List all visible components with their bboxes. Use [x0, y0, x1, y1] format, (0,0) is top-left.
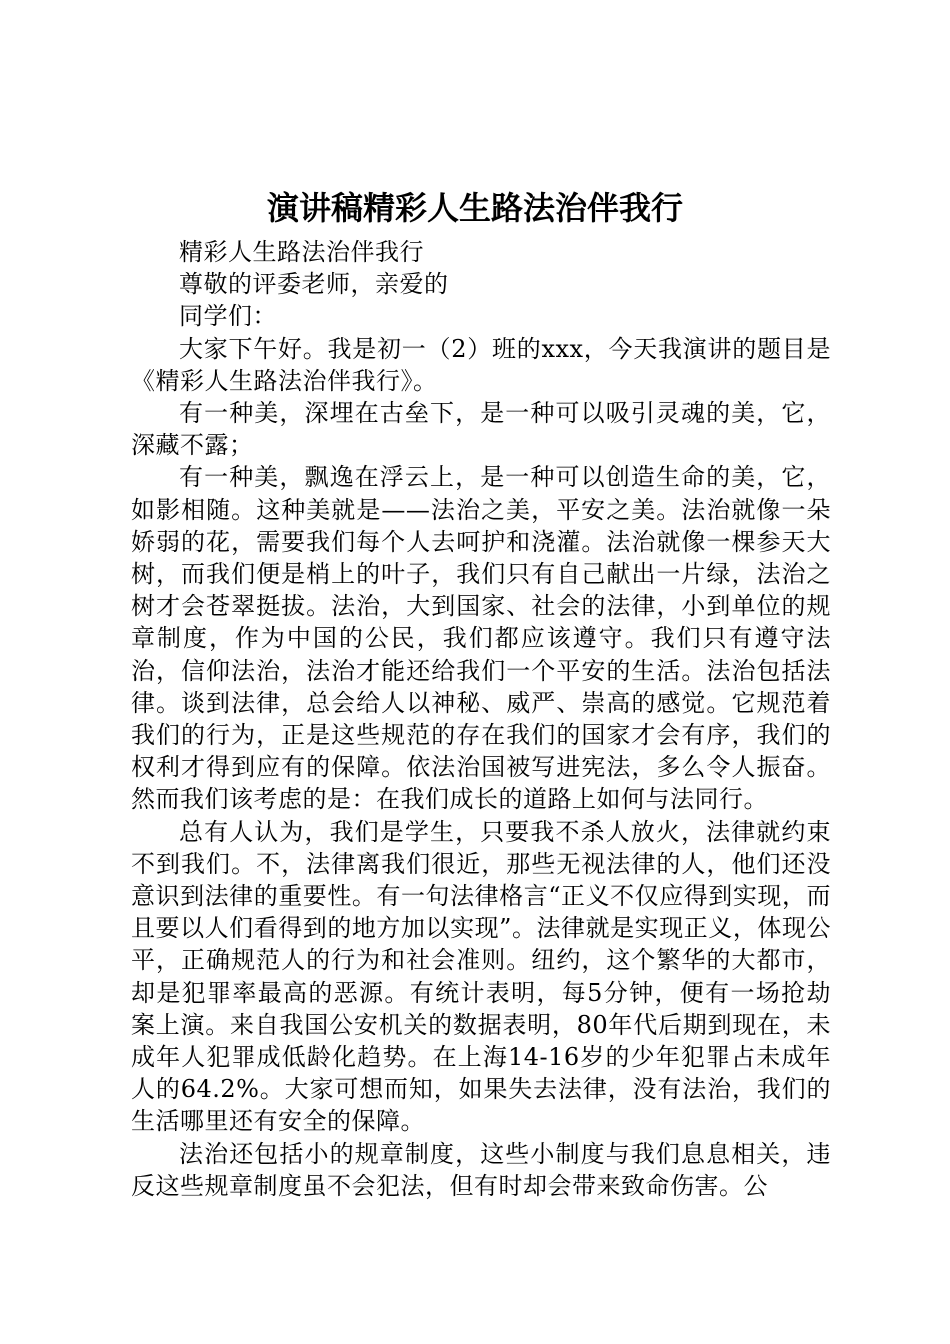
paragraph-subtitle: 精彩人生路法治伴我行 [179, 238, 424, 266]
paragraph-beauty-1: 有一种美，深埋在古垒下，是一种可以吸引灵魂的美，它，深藏不露； [131, 399, 831, 460]
paragraph-rules: 法治还包括小的规章制度，这些小制度与我们息息相关，违反这些规章制度虽不会犯法，但有时却会带来致命伤害。公 [131, 1139, 831, 1200]
document-title: 演讲稿精彩人生路法治伴我行 [266, 189, 683, 227]
paragraph-law: 总有人认为，我们是学生，只要我不杀人放火，法律就约束不到我们。不，法律离我们很近，那些无视法律的人，他们还没意识到法律的重要性。有一句法律格言“正义不仅应得到实现，而且要以人们看得到的地方加以实现”。法律就是实现正义，体现公平，正确规范人的行为和社会准则。纽约，这个繁华的大都市，却是犯罪率最高的恶源。有统计表明，每5分钟，便有一场抢劫案上演。来自我国公安机关的数据表明，80年代后期到现在，未成年人犯罪成低龄化趋势。在上海14-16岁的少年犯罪占未成年人的64.2%。大家可想而知，如果失去法律，没有法治，我们的生活哪里还有安全的保障。 [131, 817, 831, 1136]
paragraph-greeting: 大家下午好。我是初一（2）班的xxx，今天我演讲的题目是《精彩人生路法治伴我行》。 [131, 334, 831, 395]
paragraph-salutation-cont: 同学们： [179, 302, 277, 331]
document-body [131, 236, 831, 1202]
paragraph-beauty-2: 有一种美，飘逸在浮云上，是一种可以创造生命的美，它，如影相随。这种美就是——法治之美，平安之美。法治就像一朵娇弱的花，需要我们每个人去呵护和浇灌。法治就像一棵参天大树，而我们便是梢上的叶子，我们只有自己献出一片绿，法治之树才会苍翠挺拔。法治，大到国家、社会的法律，小到单位的规章制度，作为中国的公民，我们都应该遵守。我们只有遵守法治，信仰法治，法治才能还给我们一个平安的生活。法治包括法律。谈到法律，总会给人以神秘、威严、崇高的感觉。它规范着我们的行为，正是这些规范的存在我们的国家才会有序，我们的权利才得到应有的保障。依法治国被写进宪法，多么令人振奋。然而我们该考虑的是：在我们成长的道路上如何与法同行。 [131, 463, 831, 814]
paragraph-salutation: 尊敬的评委老师，亲爱的 [179, 270, 449, 299]
